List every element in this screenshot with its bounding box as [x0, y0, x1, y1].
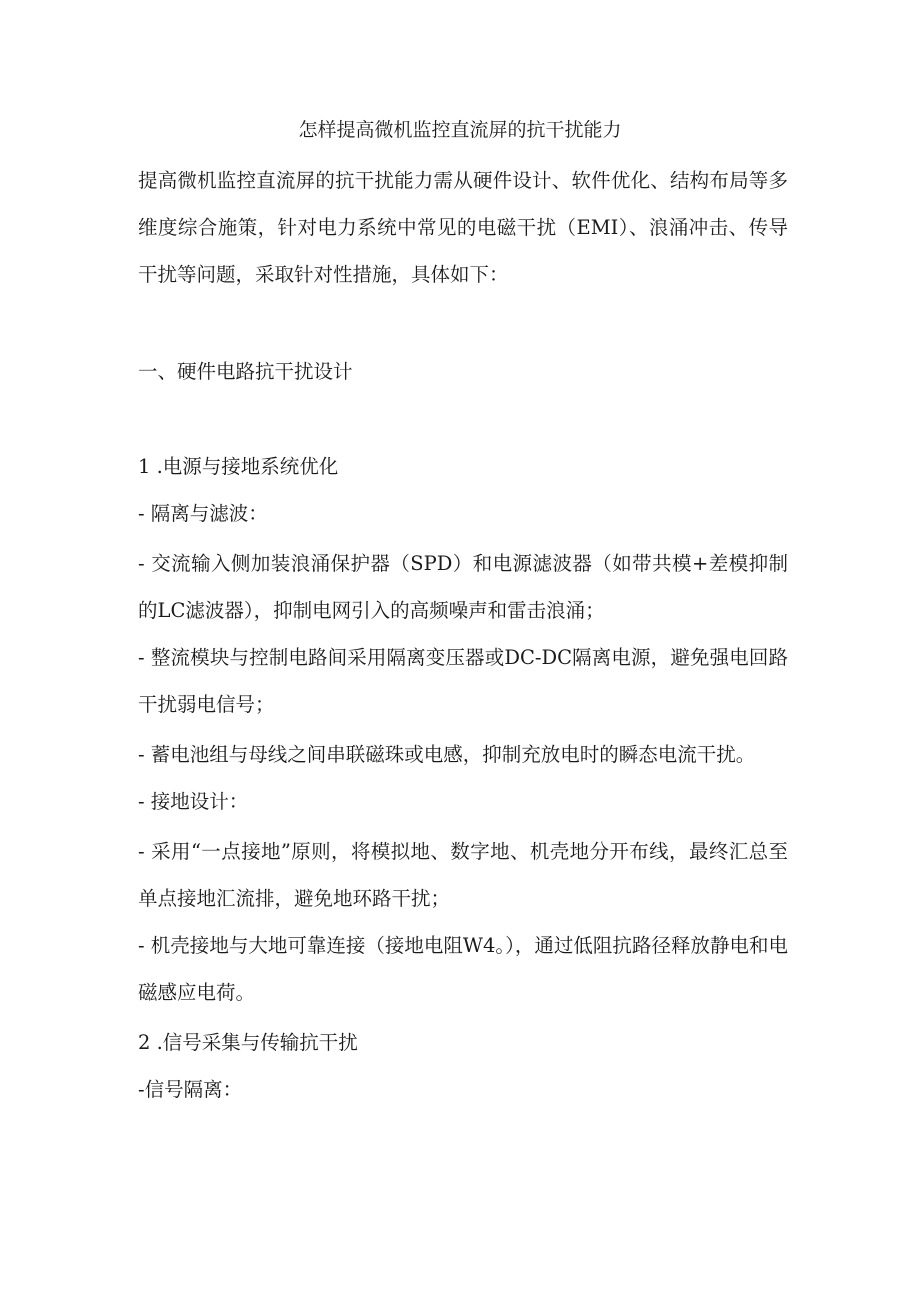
- intro-paragraph: 提高微机监控直流屏的抗干扰能力需从硬件设计、软件优化、结构布局等多维度综合施策，针对电力系统中常见的电磁干扰（EMI）、浪涌冲击、传导干扰等问题，采取针对性措施，具体如下：: [138, 169, 788, 286]
- label-grounding-design: - 接地设计：: [138, 790, 249, 813]
- list-item-dcdc-isolation: - 整流模块与控制电路间采用隔离变压器或DC-DC隔离电源，避免强电回路干扰弱电信号；: [138, 646, 788, 716]
- list-item-battery-choke: - 蓄电池组与母线之间串联磁珠或电感，抑制充放电时的瞬态电流干扰。: [138, 743, 756, 766]
- section-heading-hardware: 一、硬件电路抗干扰设计: [138, 360, 353, 383]
- subsection-heading-power-grounding: 1 .电源与接地系统优化: [138, 455, 339, 478]
- label-signal-isolation: -信号隔离：: [138, 1078, 243, 1101]
- list-item-spd-filter: - 交流输入侧加装浪涌保护器（SPD）和电源滤波器（如带共模+差模抑制的LC滤波器），抑制电网引入的高频噪声和雷击浪涌；: [138, 552, 788, 622]
- subsection-heading-signal-acquisition: 2 .信号采集与传输抗干扰: [138, 1031, 358, 1054]
- label-isolation-filtering: - 隔离与滤波：: [138, 502, 268, 525]
- list-item-single-point-ground: - 采用“一点接地”原则，将模拟地、数字地、机壳地分开布线，最终汇总至单点接地汇流排，避免地环路干扰；: [138, 840, 788, 910]
- document-title: 怎样提高微机监控直流屏的抗干扰能力: [298, 119, 622, 141]
- list-item-chassis-ground: - 机壳接地与大地可靠连接（接地电阻W4。），通过低阻抗路径释放静电和电磁感应电荷。: [138, 934, 788, 1004]
